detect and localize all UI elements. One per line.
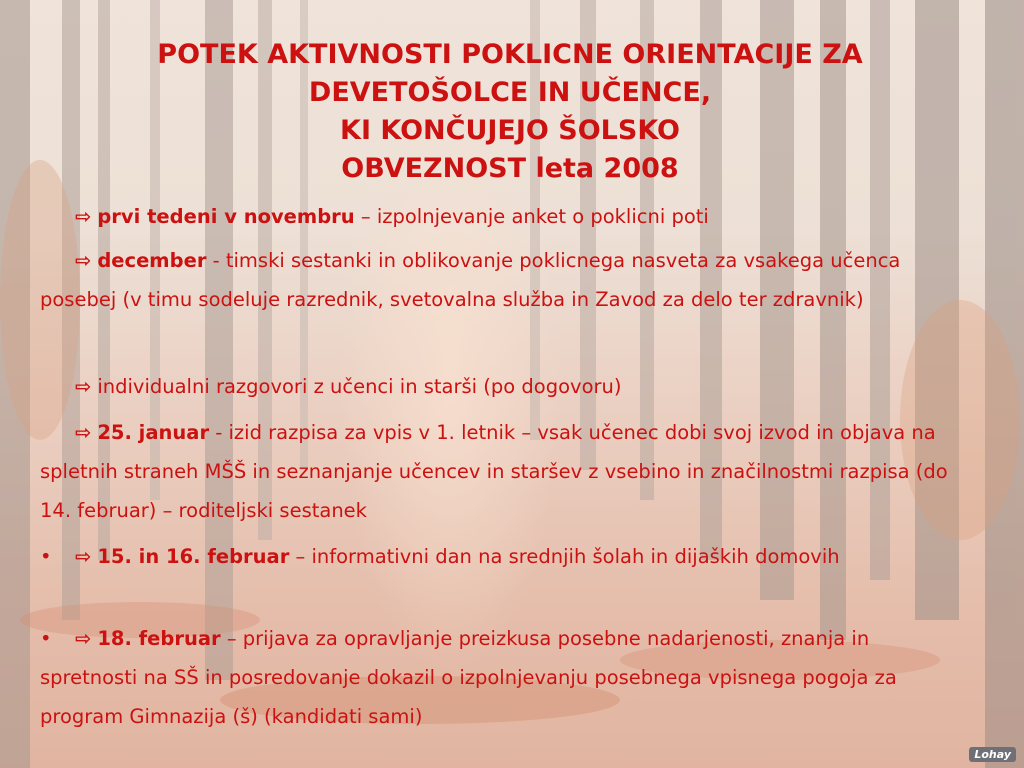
item-date: 15. in 16. februar (97, 545, 290, 568)
title-line-2: DEVETOŠOLCE IN UČENCE, (308, 77, 712, 108)
list-item-text (40, 627, 897, 728)
item-date: prvi tedeni v novembru (97, 205, 355, 228)
arrow-icon: ⇨ (75, 375, 92, 398)
item-description: – izpolnjevanje anket o poklicni poti (354, 205, 709, 228)
list-item-december (40, 241, 970, 319)
arrow-icon: ⇨ (75, 627, 92, 650)
list-item-text (75, 375, 621, 398)
list-item-november (40, 197, 970, 236)
arrow-icon: ⇨ (75, 205, 92, 228)
item-date: 18. februar (97, 627, 221, 650)
list-item-application (40, 619, 970, 736)
slide-title (60, 36, 960, 188)
title-line-3: KI KONČUJEJO ŠOLSKO (340, 115, 680, 146)
arrow-icon: ⇨ (75, 545, 92, 568)
arrow-icon: ⇨ (75, 249, 92, 272)
title-line-4: OBVEZNOST leta 2008 (341, 153, 679, 184)
title-line-1: POTEK AKTIVNOSTI POKLICNE ORIENTACIJE ZA (157, 39, 863, 70)
bullet-icon: • (40, 545, 52, 568)
list-item-individual-talks (40, 367, 970, 406)
list-item-text (40, 249, 900, 311)
item-description: - izid razpisa za vpis v 1. letnik – vsak učenec dobi svoj izvod in objava na spletnih straneh MŠŠ in seznanjanje učencev in staršev z vsebino in značilnostmi razpisa (do 14. februar) – roditeljski sestanek (40, 421, 948, 522)
item-date: 25. januar (97, 421, 210, 444)
arrow-icon: ⇨ (75, 421, 92, 444)
logo: Lohay (969, 747, 1016, 762)
item-date: december (97, 249, 207, 272)
list-item-text (40, 421, 948, 522)
list-item-january (40, 413, 970, 530)
item-description: - timski sestanki in oblikovanje poklicnega nasveta za vsakega učenca posebej (v timu sodeluje razrednik, svetovalna služba in Zavod za delo ter zdravnik) (40, 249, 901, 311)
list-item-open-day (40, 537, 970, 576)
item-description: individualni razgovori z učenci in starši (po dogovoru) (97, 375, 622, 398)
list-item-text (75, 205, 709, 228)
item-description: – prijava za opravljanje preizkusa posebne nadarjenosti, znanja in spretnosti na SŠ in posredovanje dokazil o izpolnjevanju posebnega vpisnega pogoja za program Gimnazija (š) (kandidati sami) (40, 627, 897, 728)
item-description: – informativni dan na srednjih šolah in dijaških domovih (289, 545, 840, 568)
bullet-icon: • (40, 627, 52, 650)
list-item-text (75, 545, 840, 568)
